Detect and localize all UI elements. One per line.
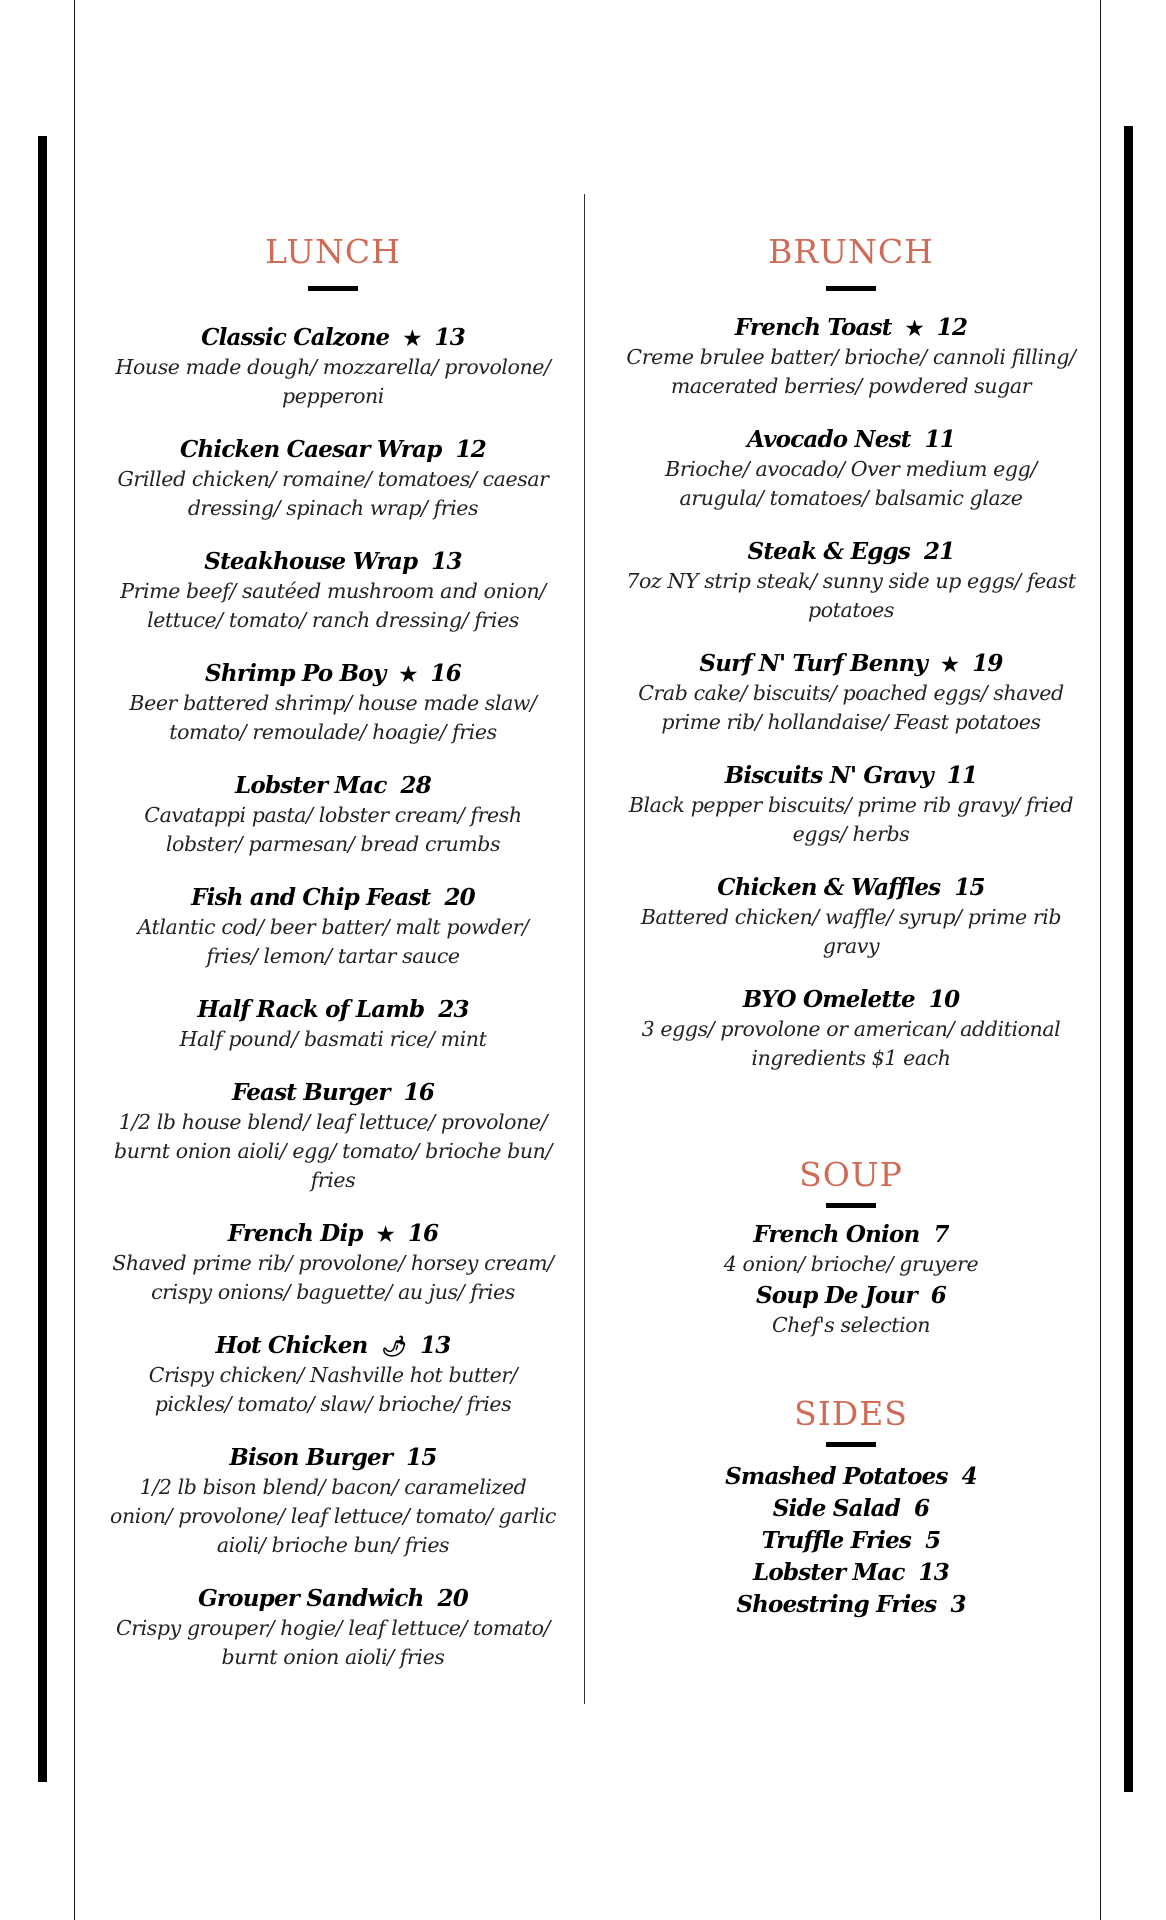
menu-item: [626, 985, 1076, 1073]
menu-item-price: 28: [400, 772, 431, 799]
menu-item-name: Chicken Caesar Wrap: [179, 436, 442, 463]
side-item: [626, 1525, 1076, 1557]
menu-item: [626, 537, 1076, 625]
menu-item-name: Surf N' Turf Benny: [699, 650, 928, 677]
menu-item: [110, 1078, 556, 1195]
menu-item: [110, 659, 556, 747]
menu-item-description: Crab cake/ biscuits/ poached eggs/ shaved prime rib/ hollandaise/ Feast potatoes: [638, 681, 1064, 734]
menu-item-heading: [626, 1220, 1076, 1250]
menu-item: [626, 313, 1076, 401]
menu-item-description: Shaved prime rib/ provolone/ horsey cream/ crispy onions/ baguette/ au jus/ fries: [112, 1251, 554, 1304]
side-item: [626, 1557, 1076, 1589]
menu-item-description: 3 eggs/ provolone or american/ additional ingredients $1 each: [641, 1017, 1061, 1070]
menu-item-description: Crispy grouper/ hogie/ leaf lettuce/ tomato/ burnt onion aioli/ fries: [115, 1616, 551, 1669]
menu-item: [626, 761, 1076, 849]
menu-item-name: French Dip: [227, 1220, 363, 1247]
menu-item-price: 16: [430, 660, 461, 687]
star-icon: ★: [941, 652, 959, 676]
page-border-right: [1100, 0, 1101, 1920]
menu-item-name: Feast Burger: [231, 1079, 390, 1106]
menu-item-description: House made dough/ mozzarella/ provolone/ pepperoni: [115, 355, 551, 408]
menu-item-heading: [626, 873, 1076, 903]
menu-item-price: 20: [437, 1585, 468, 1612]
menu-item-name: Shrimp Po Boy: [205, 660, 386, 687]
menu-item-price: 12: [936, 314, 968, 341]
menu-item: [626, 425, 1076, 513]
column-divider: [584, 194, 585, 1704]
star-icon: ★: [905, 316, 923, 340]
menu-item-price: 11: [924, 426, 955, 453]
menu-item-name: Grouper Sandwich: [198, 1585, 424, 1612]
menu-item-name: Biscuits N' Gravy: [724, 762, 933, 789]
side-item-price: 4: [961, 1463, 977, 1490]
menu-item-description: Chef's selection: [771, 1313, 931, 1337]
soup-title-rule: [826, 1203, 876, 1208]
menu-item-price: 13: [434, 324, 465, 351]
menu-item-description: 1/2 lb bison blend/ bacon/ caramelized onion/ provolone/ leaf lettuce/ tomato/ garlic aioli/ brioche bun/ fries: [110, 1475, 556, 1557]
chili-pepper-icon: 🌶: [381, 1334, 407, 1358]
menu-item-heading: [626, 537, 1076, 567]
menu-item: [626, 873, 1076, 961]
menu-item-heading: [626, 313, 1076, 343]
menu-item-heading: [110, 1331, 556, 1361]
menu-item: [110, 771, 556, 859]
menu-item-heading: [110, 1584, 556, 1614]
menu-item-heading: [110, 883, 556, 913]
side-item: [626, 1461, 1076, 1493]
menu-item: [110, 1584, 556, 1672]
menu-item-name: Soup De Jour: [755, 1282, 917, 1309]
menu-item-price: 16: [403, 1079, 435, 1106]
menu-item-heading: [626, 649, 1076, 679]
menu-item-description: 7oz NY strip steak/ sunny side up eggs/ feast potatoes: [626, 569, 1076, 622]
menu-item-name: Lobster Mac: [235, 772, 387, 799]
menu-item-heading: [110, 995, 556, 1025]
side-item-name: Shoestring Fries: [736, 1591, 937, 1618]
menu-item-price: 19: [972, 650, 1003, 677]
lunch-title-rule: [308, 286, 358, 291]
menu-item-price: 13: [431, 548, 462, 575]
menu-item-description: Beer battered shrimp/ house made slaw/ tomato/ remoulade/ hoagie/ fries: [129, 691, 537, 744]
menu-item: [110, 995, 556, 1054]
menu-item: [110, 1219, 556, 1307]
right-column: [626, 232, 1076, 1621]
menu-item-name: Steakhouse Wrap: [204, 548, 418, 575]
star-icon: ★: [403, 326, 421, 350]
menu-item-name: Bison Burger: [229, 1444, 393, 1471]
menu-item-name: Hot Chicken: [215, 1332, 368, 1359]
menu-item-name: Steak & Eggs: [747, 538, 911, 565]
menu-item-price: 23: [438, 996, 469, 1023]
side-item-name: Truffle Fries: [761, 1527, 912, 1554]
side-item-price: 13: [918, 1559, 949, 1586]
sides-items: [626, 1461, 1076, 1621]
menu-item-price: 16: [407, 1220, 439, 1247]
menu-item-description: Grilled chicken/ romaine/ tomatoes/ caesar dressing/ spinach wrap/ fries: [117, 467, 549, 520]
decorative-bar-left: [38, 136, 47, 1782]
menu-item-name: French Onion: [753, 1221, 920, 1248]
menu-item-description: Half pound/ basmati rice/ mint: [179, 1027, 487, 1051]
menu-item: [110, 883, 556, 971]
decorative-bar-right: [1124, 126, 1133, 1792]
menu-item: [110, 323, 556, 411]
menu-item-description: 1/2 lb house blend/ leaf lettuce/ provolone/ burnt onion aioli/ egg/ tomato/ brioche bun/ fries: [114, 1110, 552, 1192]
menu-item-description: Black pepper biscuits/ prime rib gravy/ fried eggs/ herbs: [628, 793, 1074, 846]
sides-title-rule: [826, 1442, 876, 1447]
menu-item-heading: [110, 435, 556, 465]
lunch-column: [110, 232, 556, 1696]
sides-title: SIDES: [794, 1394, 908, 1433]
menu-item-heading: [110, 659, 556, 689]
menu-item-heading: [626, 761, 1076, 791]
menu-item-heading: [110, 323, 556, 353]
menu-item: [110, 1331, 556, 1419]
star-icon: ★: [376, 1222, 394, 1246]
menu-item-description: Creme brulee batter/ brioche/ cannoli filling/ macerated berries/ powdered sugar: [626, 345, 1076, 398]
menu-item-heading: [110, 1219, 556, 1249]
menu-item-heading: [110, 771, 556, 801]
menu-item-name: BYO Omelette: [742, 986, 915, 1013]
menu-item: [626, 649, 1076, 737]
side-item-price: 3: [950, 1591, 966, 1618]
lunch-title: LUNCH: [265, 232, 401, 271]
menu-item-heading: [626, 425, 1076, 455]
menu-item-name: Fish and Chip Feast: [191, 884, 431, 911]
menu-item-name: Chicken & Waffles: [717, 874, 941, 901]
menu-item-heading: [626, 1281, 1076, 1311]
side-item: [626, 1493, 1076, 1525]
menu-item-price: 7: [933, 1221, 949, 1248]
menu-item: [626, 1281, 1076, 1340]
soup-title: SOUP: [799, 1155, 903, 1194]
side-item-price: 6: [914, 1495, 930, 1522]
side-item-name: Lobster Mac: [753, 1559, 905, 1586]
menu-item-name: French Toast: [734, 314, 892, 341]
star-icon: ★: [399, 662, 417, 686]
menu-item-description: Prime beef/ sautéed mushroom and onion/ lettuce/ tomato/ ranch dressing/ fries: [120, 579, 546, 632]
menu-item-name: Avocado Nest: [746, 426, 911, 453]
menu-item-description: 4 onion/ brioche/ gruyere: [723, 1252, 979, 1276]
lunch-items: [110, 323, 556, 1672]
brunch-title: BRUNCH: [768, 232, 934, 271]
side-item-name: Smashed Potatoes: [725, 1463, 948, 1490]
brunch-title-rule: [826, 286, 876, 291]
menu-item-heading: [110, 1078, 556, 1108]
menu-item-name: Classic Calzone: [201, 324, 390, 351]
menu-item-heading: [110, 547, 556, 577]
menu-item: [110, 435, 556, 523]
menu-item-description: Cavatappi pasta/ lobster cream/ fresh lobster/ parmesan/ bread crumbs: [144, 803, 522, 856]
menu-item: [110, 1443, 556, 1560]
menu-item-price: 12: [455, 436, 486, 463]
side-item-price: 5: [925, 1527, 941, 1554]
menu-item-price: 15: [954, 874, 985, 901]
brunch-items: [626, 313, 1076, 1073]
menu-item-description: Crispy chicken/ Nashville hot butter/ pickles/ tomato/ slaw/ brioche/ fries: [148, 1363, 518, 1416]
menu-item-price: 10: [928, 986, 960, 1013]
menu-item-name: Half Rack of Lamb: [197, 996, 425, 1023]
menu-item-price: 21: [924, 538, 955, 565]
menu-item: [110, 547, 556, 635]
menu-item: [626, 1220, 1076, 1279]
menu-item-price: 6: [930, 1282, 947, 1309]
menu-item-price: 20: [444, 884, 475, 911]
menu-item-price: 15: [406, 1444, 437, 1471]
menu-item-description: Battered chicken/ waffle/ syrup/ prime rib gravy: [640, 905, 1062, 958]
menu-item-description: Brioche/ avocado/ Over medium egg/ arugula/ tomatoes/ balsamic glaze: [665, 457, 1037, 510]
menu-item-description: Atlantic cod/ beer batter/ malt powder/ fries/ lemon/ tartar sauce: [137, 915, 529, 968]
menu-item-price: 13: [420, 1332, 451, 1359]
menu-item-price: 11: [946, 762, 978, 789]
side-item-name: Side Salad: [772, 1495, 901, 1522]
page-border-left: [74, 0, 75, 1920]
menu-item-heading: [626, 985, 1076, 1015]
side-item: [626, 1589, 1076, 1621]
menu-item-heading: [110, 1443, 556, 1473]
soup-items: [626, 1220, 1076, 1340]
